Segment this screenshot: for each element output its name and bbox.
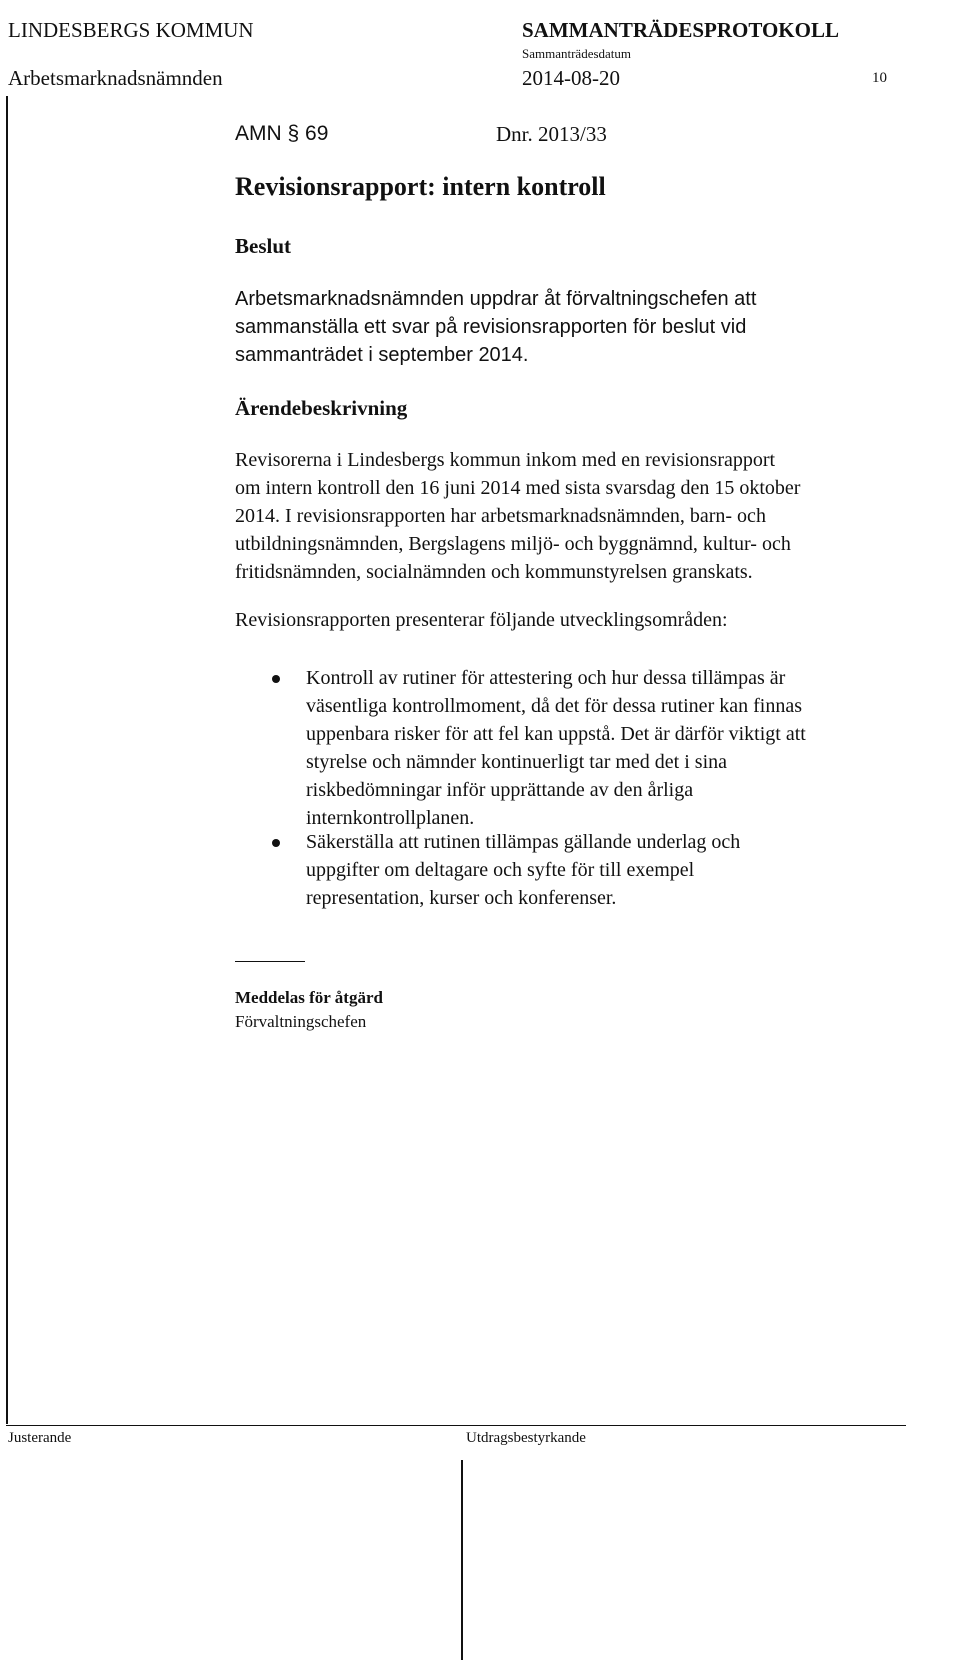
footer-divider [461,1460,463,1660]
bullet-marker [272,839,280,847]
document-type: SAMMANTRÄDESPROTOKOLL [522,18,839,42]
beslut-line: sammanträdet i september 2014. [235,344,529,366]
left-margin-line [6,96,8,1424]
bullet-item [306,828,740,912]
distribution-recipient: Förvaltningschefen [235,1012,367,1031]
bullet-line: representation, kurser och konferenser. [306,887,617,909]
beslut-line: Arbetsmarknadsnämnden uppdrar åt förvaltningschefen att [235,288,757,310]
arende-text [235,446,800,586]
beslut-heading: Beslut [235,234,292,258]
arende-intro: Revisionsrapporten presenterar följande utvecklingsområden: [235,609,728,631]
org-name: LINDESBERGS KOMMUN [8,18,254,42]
bullet-line: internkontrollplanen. [306,807,475,829]
meeting-date: 2014-08-20 [522,66,620,90]
bullet-line: Säkerställa att rutinen tillämpas gällande underlag och [306,831,741,853]
footer-rule [6,1425,906,1426]
bullet-line: väsentliga kontrollmoment, då det för dessa rutiner kan finnas [306,695,802,717]
case-dnr: Dnr. 2013/33 [496,122,607,146]
arende-line: 2014. I revisionsrapporten har arbetsmarknadsnämnden, barn- och [235,505,766,527]
arende-line: utbildningsnämnden, Bergslagens miljö- och byggnämnd, kultur- och [235,533,791,555]
committee-name: Arbetsmarknadsnämnden [8,66,223,90]
bullet-line: riskbedömningar inför upprättande av den årliga [306,779,694,801]
arende-heading: Ärendebeskrivning [235,396,408,420]
beslut-line: sammanställa ett svar på revisionsrapporten för beslut vid [235,316,747,338]
case-title: Revisionsrapport: intern kontroll [235,172,606,201]
case-reference: AMN § 69 [235,122,329,145]
page-number: 10 [872,70,887,86]
footer-justerande: Justerande [8,1430,72,1446]
bullet-marker [272,675,280,683]
bullet-line: styrelse och nämnder kontinuerligt tar med det i sina [306,751,727,773]
bullet-line: uppgifter om deltagare och syfte för till exempel [306,859,695,881]
arende-line: Revisorerna i Lindesbergs kommun inkom med en revisionsrapport [235,449,776,471]
arende-line: fritidsnämnden, socialnämnden och kommunstyrelsen granskats. [235,561,753,583]
arende-line: om intern kontroll den 16 juni 2014 med sista svarsdag den 15 oktober [235,477,801,499]
bullet-line: uppenbara risker för att fel kan uppstå. Det är därför viktigt att [306,723,806,745]
bullet-line: Kontroll av rutiner för attestering och hur dessa tillämpas är [306,667,786,689]
distribution-heading: Meddelas för åtgärd [235,988,383,1007]
date-label: Sammanträdesdatum [522,46,632,61]
footer-utdragsbestyrkande: Utdragsbestyrkande [466,1430,586,1446]
bullet-item [306,664,806,832]
beslut-text [235,285,756,369]
separator-line [235,961,305,962]
